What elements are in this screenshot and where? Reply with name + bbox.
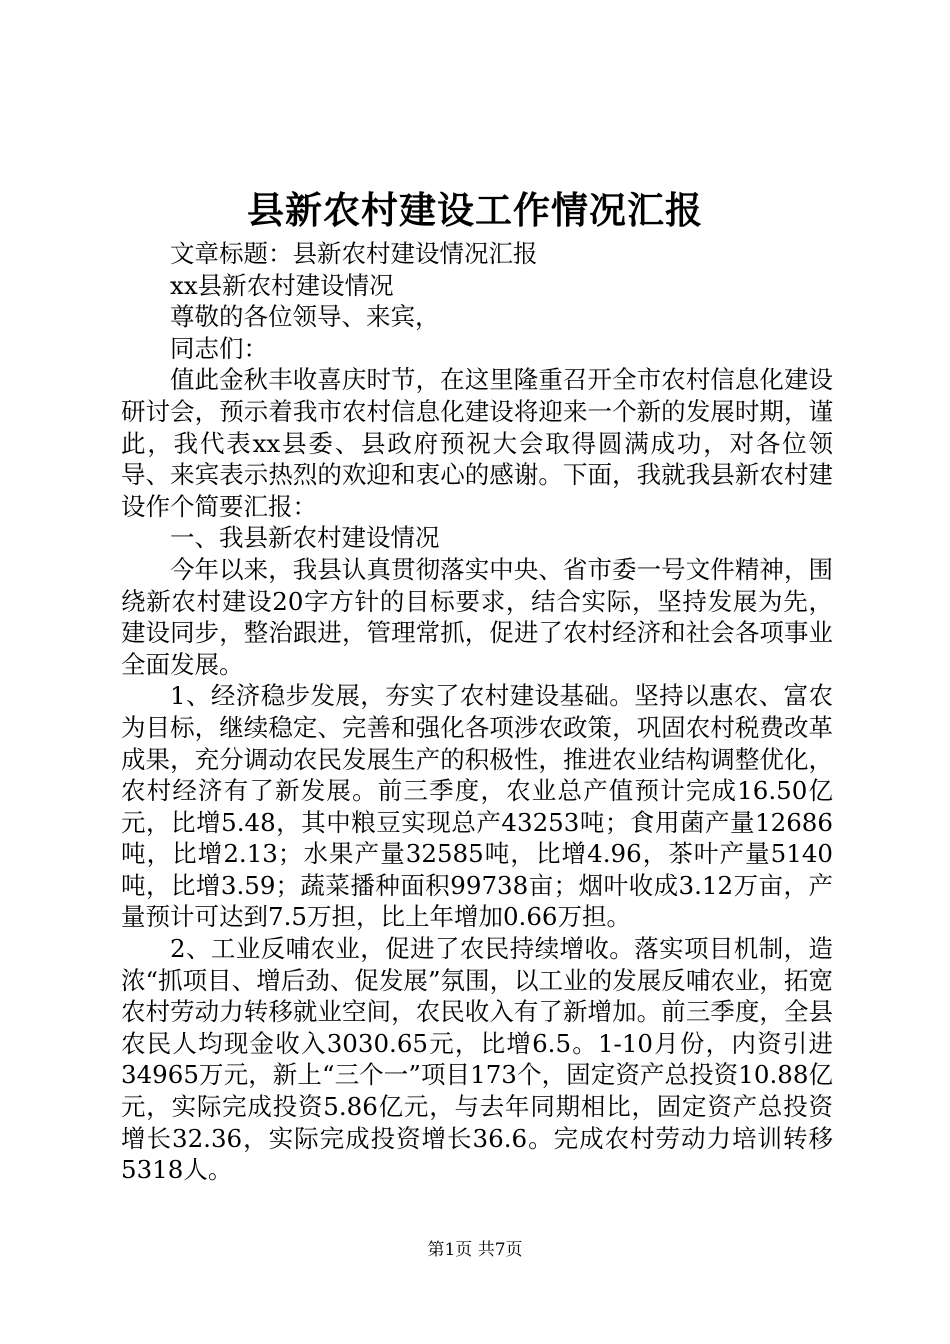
body-paragraph: 今年以来，我县认真贯彻落实中央、省市委一号文件精神，围绕新农村建设20字方针的目标要求，结合实际，坚持发展为先，建设同步，整治跟进，管理常抓，促进了农村经济和社会各项事业全面发展。 bbox=[121, 554, 833, 679]
article-title-line: 文章标题：县新农村建设情况汇报 bbox=[170, 239, 538, 268]
salutation-line: 尊敬的各位领导、来宾， bbox=[170, 302, 440, 332]
page-number: 第1页 共7页 bbox=[427, 1240, 523, 1260]
salutation-line: 同志们： bbox=[170, 333, 268, 363]
body-paragraph: 值此金秋丰收喜庆时节，在这里隆重召开全市农村信息化建设研讨会，预示着我市农村信息化建设将迎来一个新的发展时期，谨此，我代表xx县委、县政府预祝大会取得圆满成功，对各位领导、来宾表示热烈的欢迎和衷心的感谢。下面，我就我县新农村建设作个简要汇报： bbox=[121, 365, 833, 521]
document-body bbox=[121, 238, 833, 1186]
document-title: 县新农村建设工作情况汇报 bbox=[247, 188, 703, 232]
body-paragraph: 2、工业反哺农业，促进了农民持续增收。落实项目机制，造浓“抓项目、增后劲、促发展”氛围，以工业的发展反哺农业，拓宽农村劳动力转移就业空间，农民收入有了新增加。前三季度，全县农民人均现金收入3030.65元，比增6.5。1-10月份，内资引进34965万元，新上“三个一”项目173个，固定资产总投资10.88亿元，实际完成投资5.86亿元，与去年同期相比，固定资产总投资增长32.36，实际完成投资增长36.6。完成农村劳动力培训转移5318人。 bbox=[121, 934, 833, 1185]
body-paragraph: 1、经济稳步发展，夯实了农村建设基础。坚持以惠农、富农为目标，继续稳定、完善和强化各项涉农政策，巩固农村税费改革成果，充分调动农民发展生产的积极性，推进农业结构调整优化，农村经济有了新发展。前三季度，农业总产值预计完成16.50亿元，比增5.48，其中粮豆实现总产43253吨；食用菌产量12686吨，比增2.13；水果产量32585吨，比增4.96，茶叶产量5140吨，比增3.59；蔬菜播种面积99738亩；烟叶收成3.12万亩，产量预计可达到7.5万担，比上年增加0.66万担。 bbox=[121, 681, 833, 932]
section-heading: 一、我县新农村建设情况 bbox=[170, 523, 440, 553]
subtitle-line: xx县新农村建设情况 bbox=[170, 270, 394, 300]
